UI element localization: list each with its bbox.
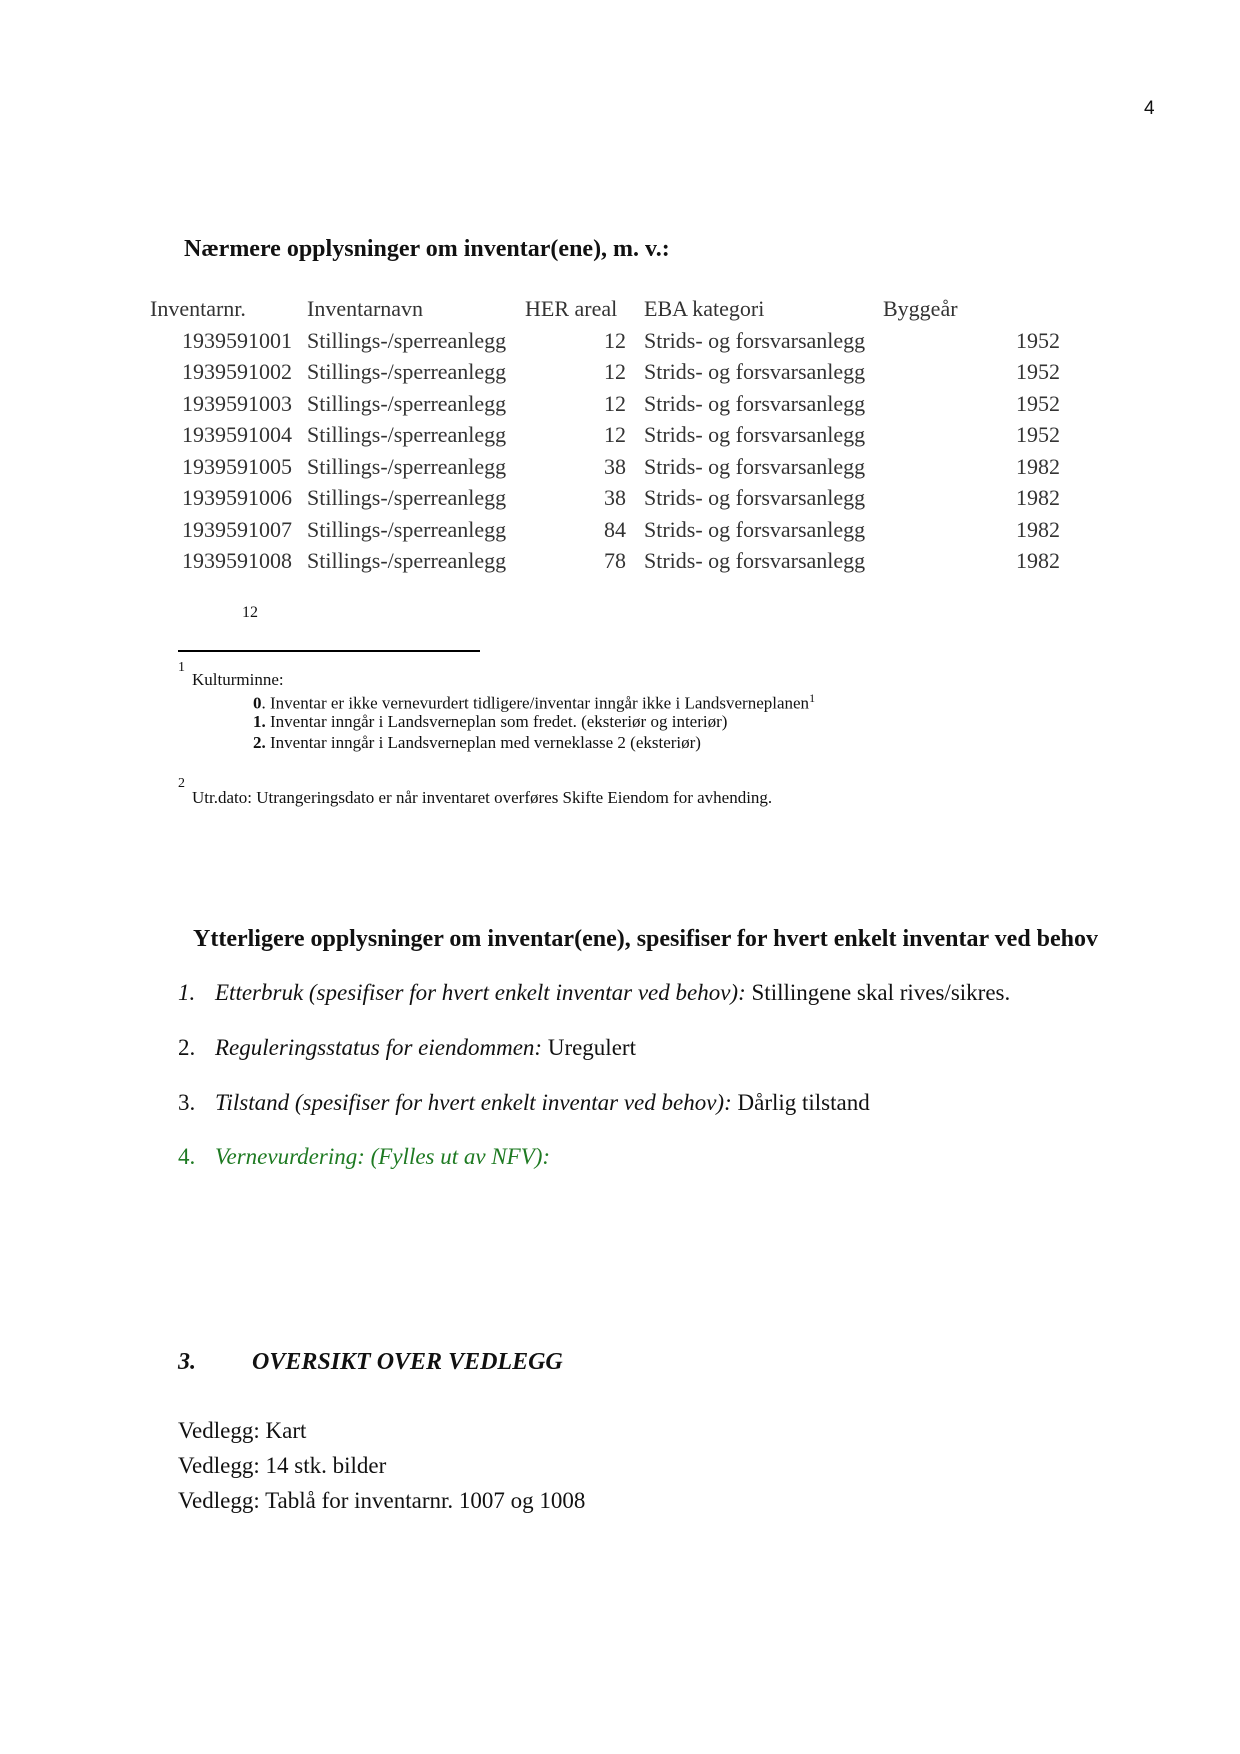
- info-item-number: 4.: [178, 1144, 196, 1169]
- cell-build-year: 1982: [1016, 516, 1060, 542]
- cell-inventory-number: 1939591002: [182, 359, 292, 384]
- cell-area: 12: [604, 422, 626, 447]
- cell-inventory-number: 1939591003: [182, 390, 292, 416]
- cell-build-year: 1952: [1016, 422, 1060, 447]
- cell-category: Strids- og forsvarsanlegg: [644, 453, 866, 479]
- footnote-2-text: Utr.dato: Utrangeringsdato er når inventaret overføres Skifte Eiendom for avhending.: [192, 788, 773, 807]
- cell-category: Strids- og forsvarsanlegg: [644, 359, 866, 384]
- info-item-number: 3.: [178, 1090, 196, 1115]
- attachment-item: Vedlegg: Kart: [178, 1418, 307, 1443]
- cell-inventory-name: Stillings-/sperreanlegg: [307, 327, 507, 353]
- cell-area: 12: [604, 390, 626, 416]
- cell-build-year: 1982: [1016, 485, 1060, 510]
- cell-inventory-name: Stillings-/sperreanlegg: [307, 548, 507, 573]
- attachment-item: Vedlegg: Tablå for inventarnr. 1007 og 1008: [178, 1488, 586, 1513]
- cell-inventory-name: Stillings-/sperreanlegg: [307, 453, 507, 479]
- cell-inventory-name: Stillings-/sperreanlegg: [307, 516, 507, 542]
- cell-inventory-number: 1939591001: [182, 327, 292, 353]
- info-item-label: Tilstand (spesifiser for hvert enkelt inventar ved behov):: [215, 1090, 732, 1115]
- info-item-number: 2.: [178, 1035, 196, 1060]
- info-item-label: Etterbruk (spesifiser for hvert enkelt inventar ved behov):: [215, 980, 746, 1005]
- cell-area: 12: [604, 359, 626, 384]
- info-item-value: Dårlig tilstand: [731, 1090, 870, 1115]
- attachment-item: Vedlegg: 14 stk. bilder: [178, 1453, 387, 1478]
- cell-build-year: 1952: [1016, 390, 1060, 416]
- cell-inventory-name: Stillings-/sperreanlegg: [307, 422, 507, 447]
- cell-build-year: 1982: [1016, 453, 1060, 479]
- column-header-inventory-number: Inventarnr.: [150, 296, 246, 321]
- cell-inventory-name: Stillings-/sperreanlegg: [307, 390, 507, 416]
- page-number: 4: [1144, 98, 1155, 119]
- footnote-1-title: Kulturminne:: [192, 670, 284, 689]
- cell-area: 12: [604, 327, 626, 353]
- table-note: 12: [242, 604, 258, 621]
- cell-category: Strids- og forsvarsanlegg: [644, 485, 866, 510]
- cell-category: Strids- og forsvarsanlegg: [644, 390, 866, 416]
- cell-build-year: 1952: [1016, 327, 1060, 353]
- cell-inventory-number: 1939591008: [182, 548, 292, 573]
- cell-inventory-name: Stillings-/sperreanlegg: [307, 359, 507, 384]
- footnote-1-item-1: 1. Inventar inngår i Landsverneplan som fredet. (eksteriør og interiør): [253, 712, 728, 731]
- column-header-category: EBA kategori: [644, 296, 765, 321]
- cell-inventory-name: Stillings-/sperreanlegg: [307, 485, 507, 510]
- column-header-build-year: Byggeår: [883, 296, 958, 321]
- footnote-1-item-0: 0. Inventar er ikke vernevurdert tidligere/inventar inngår ikke i Landsverneplanen$^1$: [253, 691, 816, 713]
- footnote-2-marker: 2: [178, 776, 185, 791]
- section-heading-additional-info: Ytterligere opplysninger om inventar(ene), spesifiser for hvert enkelt inventar ved behov: [193, 926, 1099, 952]
- cell-area: 78: [604, 548, 626, 573]
- column-header-area: HER areal: [525, 296, 618, 321]
- column-header-inventory-name: Inventarnavn: [307, 296, 424, 321]
- info-item-value: Stillingene skal rives/sikres.: [745, 980, 1011, 1005]
- cell-build-year: 1982: [1016, 548, 1060, 573]
- cell-inventory-number: 1939591006: [182, 485, 292, 510]
- cell-inventory-number: 1939591004: [182, 422, 292, 447]
- section-3-number: 3.: [178, 1349, 196, 1375]
- cell-inventory-number: 1939591007: [182, 516, 292, 542]
- cell-inventory-number: 1939591005: [182, 453, 292, 479]
- cell-area: 38: [604, 485, 626, 510]
- cell-category: Strids- og forsvarsanlegg: [644, 548, 866, 573]
- cell-category: Strids- og forsvarsanlegg: [644, 327, 866, 353]
- footnote-divider: [178, 650, 480, 652]
- info-item-value: Uregulert: [542, 1035, 636, 1060]
- cell-build-year: 1952: [1016, 359, 1060, 384]
- info-item-label: Reguleringsstatus for eiendommen:: [215, 1035, 543, 1060]
- cell-category: Strids- og forsvarsanlegg: [644, 516, 866, 542]
- section-heading-inventory-details: Nærmere opplysninger om inventar(ene), m. v.:: [184, 236, 670, 262]
- footnote-1-item-2: 2. Inventar inngår i Landsverneplan med verneklasse 2 (eksteriør): [253, 733, 701, 752]
- cell-area: 84: [604, 516, 626, 542]
- section-3-title: OVERSIKT OVER VEDLEGG: [252, 1349, 563, 1375]
- info-item-number: 1.: [178, 980, 196, 1005]
- cell-area: 38: [604, 453, 626, 479]
- cell-category: Strids- og forsvarsanlegg: [644, 422, 866, 447]
- info-item-label: Vernevurdering: (Fylles ut av NFV):: [215, 1144, 551, 1169]
- footnote-1-marker: 1: [178, 660, 185, 675]
